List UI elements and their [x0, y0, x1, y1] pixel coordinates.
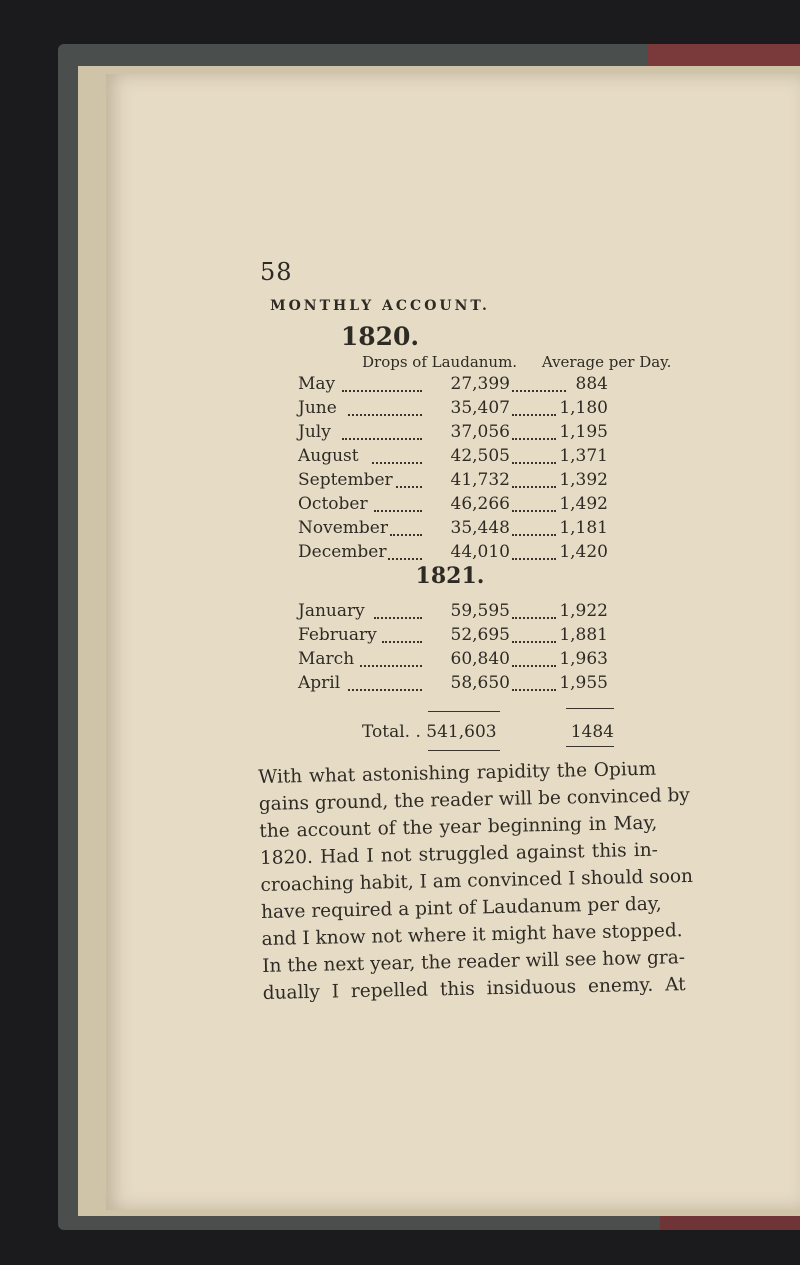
- dot-leader: [388, 556, 422, 560]
- table-row: [298, 470, 638, 494]
- column-headings: [362, 353, 672, 371]
- dot-leader: [360, 663, 422, 667]
- average-cell: 1,922: [559, 601, 608, 621]
- dot-leader: [372, 460, 422, 464]
- drops-cell: 41,732: [450, 470, 510, 490]
- average-cell: 1,955: [559, 673, 608, 693]
- table-row: [298, 518, 638, 542]
- rule-below-total-average: [566, 746, 614, 747]
- average-cell: 1,420: [559, 542, 608, 562]
- drops-cell: 35,407: [450, 398, 510, 418]
- average-cell: 1,881: [559, 625, 608, 645]
- paragraph-line: have required a pint of Laudanum per day,: [260, 893, 662, 923]
- dot-leader: [348, 687, 422, 691]
- page-number: 58: [260, 258, 293, 286]
- month-cell: February: [298, 625, 377, 645]
- rule-below-total-drops: [428, 750, 500, 751]
- month-cell: October: [298, 494, 368, 514]
- drops-cell: 59,595: [450, 601, 510, 621]
- dot-leader: [374, 508, 422, 512]
- dot-leader: [342, 388, 422, 392]
- dot-leader: [342, 436, 422, 440]
- month-cell: March: [298, 649, 355, 669]
- drops-cell: 27,399: [450, 374, 510, 394]
- drops-cell: 60,840: [450, 649, 510, 669]
- month-cell: November: [298, 518, 388, 538]
- dot-leader: [390, 532, 422, 536]
- paragraph-line: dually I repelled this insiduous enemy. At: [262, 974, 686, 1004]
- year-heading-1820: 1820.: [340, 322, 420, 351]
- dot-leader: [396, 484, 422, 488]
- rule-above-total-drops: [428, 711, 500, 712]
- table-row: [298, 398, 638, 422]
- month-cell: July: [298, 422, 331, 442]
- month-cell: May: [298, 374, 336, 394]
- table-row: [298, 649, 638, 673]
- average-cell: 884: [575, 374, 608, 394]
- table-row: [298, 673, 638, 697]
- paragraph-line: croaching habit, I am convinced I should soon: [260, 865, 694, 896]
- dot-leader: [374, 615, 422, 619]
- month-cell: September: [298, 470, 393, 490]
- col-heading-drops: Drops of Laudanum.: [362, 353, 518, 371]
- average-cell: 1,181: [559, 518, 608, 538]
- month-cell: August: [298, 446, 359, 466]
- running-head: MONTHLY ACCOUNT.: [270, 298, 490, 314]
- average-cell: 1,963: [559, 649, 608, 669]
- rule-above-total-average: [566, 708, 614, 709]
- paragraph-line: With what astonishing rapidity the Opium: [258, 758, 657, 788]
- drops-cell: 52,695: [450, 625, 510, 645]
- table-row: [298, 625, 638, 649]
- month-cell: June: [298, 398, 337, 418]
- table-row: [298, 601, 638, 625]
- drops-cell: 42,505: [450, 446, 510, 466]
- total-average: 1484: [570, 722, 614, 742]
- month-cell: December: [298, 542, 387, 562]
- total-label: Total. . 541,603: [362, 722, 497, 742]
- dot-leader: [348, 412, 422, 416]
- paragraph-line: and I know not where it might have stopped.: [261, 920, 683, 950]
- table-row: [298, 446, 638, 470]
- average-cell: 1,195: [559, 422, 608, 442]
- table-row: [298, 422, 638, 446]
- average-cell: 1,492: [559, 494, 608, 514]
- body-paragraph: [258, 756, 694, 1007]
- month-cell: January: [298, 601, 365, 621]
- table-row: [298, 374, 638, 398]
- drops-cell: 46,266: [450, 494, 510, 514]
- dot-leader: [382, 639, 422, 643]
- drops-cell: 37,056: [450, 422, 510, 442]
- average-cell: 1,180: [559, 398, 608, 418]
- paragraph-line: the account of the year beginning in May,: [259, 812, 658, 842]
- drops-cell: 58,650: [450, 673, 510, 693]
- month-cell: April: [298, 673, 341, 693]
- col-heading-average: Average per Day.: [541, 353, 672, 371]
- drops-cell: 35,448: [450, 518, 510, 538]
- table-row: [298, 494, 638, 518]
- average-cell: 1,371: [559, 446, 608, 466]
- average-cell: 1,392: [559, 470, 608, 490]
- paragraph-line: gains ground, the reader will be convinced by: [258, 784, 690, 815]
- paragraph-line: 1820. Had I not struggled against this in-: [259, 839, 659, 869]
- paragraph-line: In the next year, the reader will see how gra-: [262, 947, 686, 977]
- year-heading-1821: 1821.: [415, 563, 485, 589]
- drops-cell: 44,010: [450, 542, 510, 562]
